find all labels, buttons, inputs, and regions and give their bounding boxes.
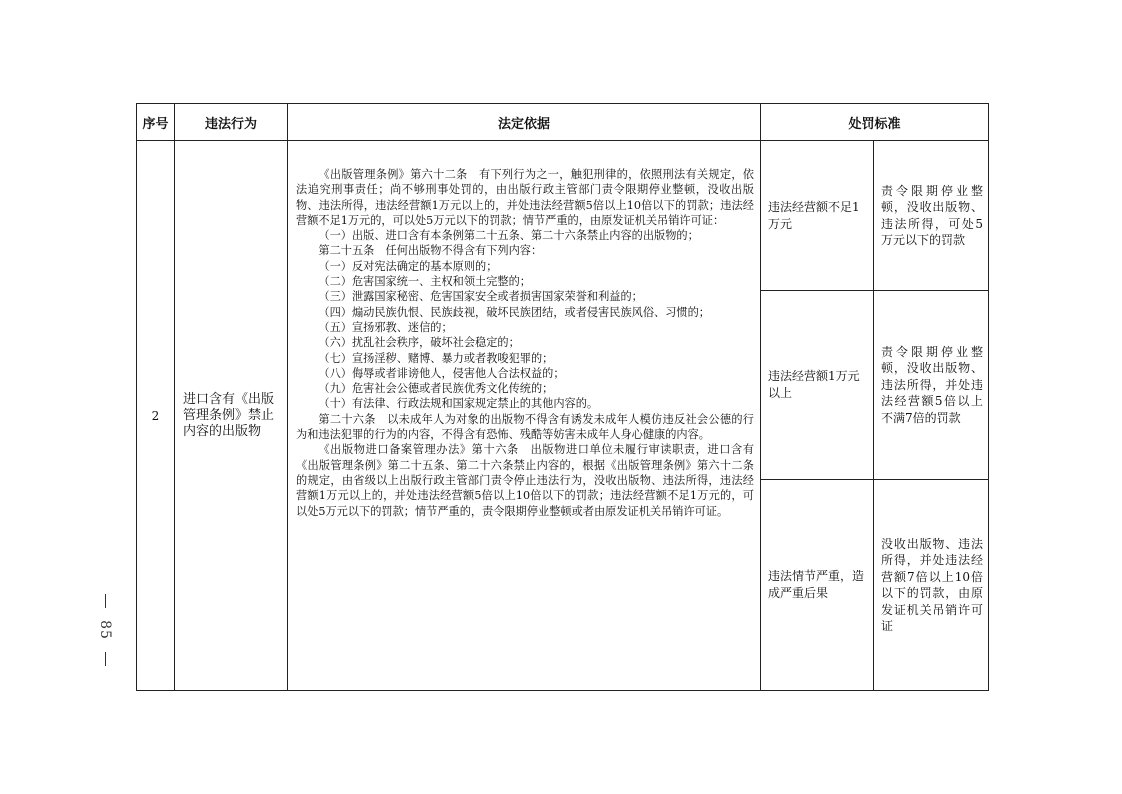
- level-condition: 违法经营额1万元以上: [761, 291, 874, 480]
- level-condition: 违法经营额不足1万元: [761, 141, 874, 291]
- basis-paragraph: （六）扰乱社会秩序，破坏社会稳定的；: [318, 336, 520, 350]
- page-number: [93, 594, 117, 674]
- header-seq: 序号: [137, 104, 175, 141]
- basis-paragraph: 《出版物进口备案管理办法》第十六条 出版物进口单位未履行审读职责，进口含有《出版管理条例》第二十五条、第二十六条禁止内容的，根据《出版管理条例》第六十二条的规定，由省级以上出版行政主管部门责令停止违法行为，没收出版物、违法所得，违法经营额1万元以上的，并处违法经营额5倍以上10倍以下的罚款；违法经营额不足1万元的，可以处5万元以下的罚款；情节严重的，责令限期停业整顿或者由原发证机关吊销许可证。: [296, 443, 754, 518]
- basis-paragraph: （一）出版、进口含有本条例第二十五条、第二十六条禁止内容的出版物的；: [318, 229, 699, 243]
- level-penalty: 没收出版物、违法所得，并处违法经营额7倍以上10倍以下的罚款，由原发证机关吊销许可证: [874, 480, 989, 691]
- basis-paragraph: （八）侮辱或者诽谤他人，侵害他人合法权益的；: [318, 366, 565, 380]
- row-seq: 2: [137, 141, 175, 691]
- level-penalty: 责令限期停业整顿，没收出版物、违法所得，可处5万元以下的罚款: [874, 141, 989, 291]
- header-behavior: 违法行为: [175, 104, 288, 141]
- header-penalty: 处罚标准: [761, 104, 989, 141]
- page-number-dash: [105, 594, 106, 608]
- page-number-text: 85: [96, 620, 113, 640]
- basis-paragraph: （九）危害社会公德或者民族优秀文化传统的；: [318, 382, 554, 396]
- level-penalty: 责令限期停业整顿，没收出版物、违法所得，并处违法经营额5倍以上不满7倍的罚款: [874, 291, 989, 480]
- basis-paragraph: 《出版管理条例》第六十二条 有下列行为之一，触犯刑律的，依照刑法有关规定，依法追究刑事责任；尚不够刑事处罚的，由出版行政主管部门责令限期停业整顿，没收出版物、违法所得，违法经营额1万元以上的，并处违法经营额5倍以上10倍以下的罚款；违法经营额不足1万元的，可以处5万元以下的罚款；情节严重的，由原发证机关吊销许可证：: [296, 168, 754, 227]
- basis-paragraph: （十）有法律、行政法规和国家规定禁止的其他内容的。: [318, 397, 599, 411]
- basis-paragraph: （一）反对宪法确定的基本原则的；: [318, 259, 498, 273]
- row-legal-basis: [288, 141, 761, 691]
- header-row: [137, 104, 989, 141]
- basis-paragraph: （二）危害国家统一、主权和领土完整的；: [318, 275, 531, 289]
- basis-paragraph: （五）宣扬邪教、迷信的；: [318, 320, 453, 334]
- basis-paragraph: 第二十五条 任何出版物不得含有下列内容：: [318, 244, 543, 258]
- table-row: [137, 141, 989, 291]
- basis-paragraph: （四）煽动民族仇恨、民族歧视，破坏民族团结，或者侵害民族风俗、习惯的；: [318, 305, 710, 319]
- level-condition: 违法情节严重，造成严重后果: [761, 480, 874, 691]
- basis-paragraph: （三）泄露国家秘密、危害国家安全或者损害国家荣誉和利益的；: [318, 290, 643, 304]
- basis-paragraph: （七）宣扬淫秽、赌博、暴力或者教唆犯罪的；: [318, 351, 554, 365]
- header-basis: 法定依据: [288, 104, 761, 141]
- basis-paragraph: 第二十六条 以未成年人为对象的出版物不得含有诱发未成年人模仿违反社会公德的行为和违法犯罪的行为的内容，不得含有恐怖、残酷等妨害未成年人身心健康的内容。: [296, 412, 754, 442]
- penalty-standard-table: [136, 103, 989, 691]
- row-behavior: 进口含有《出版管理条例》禁止内容的出版物: [175, 141, 288, 691]
- page-number-dash: [105, 652, 106, 666]
